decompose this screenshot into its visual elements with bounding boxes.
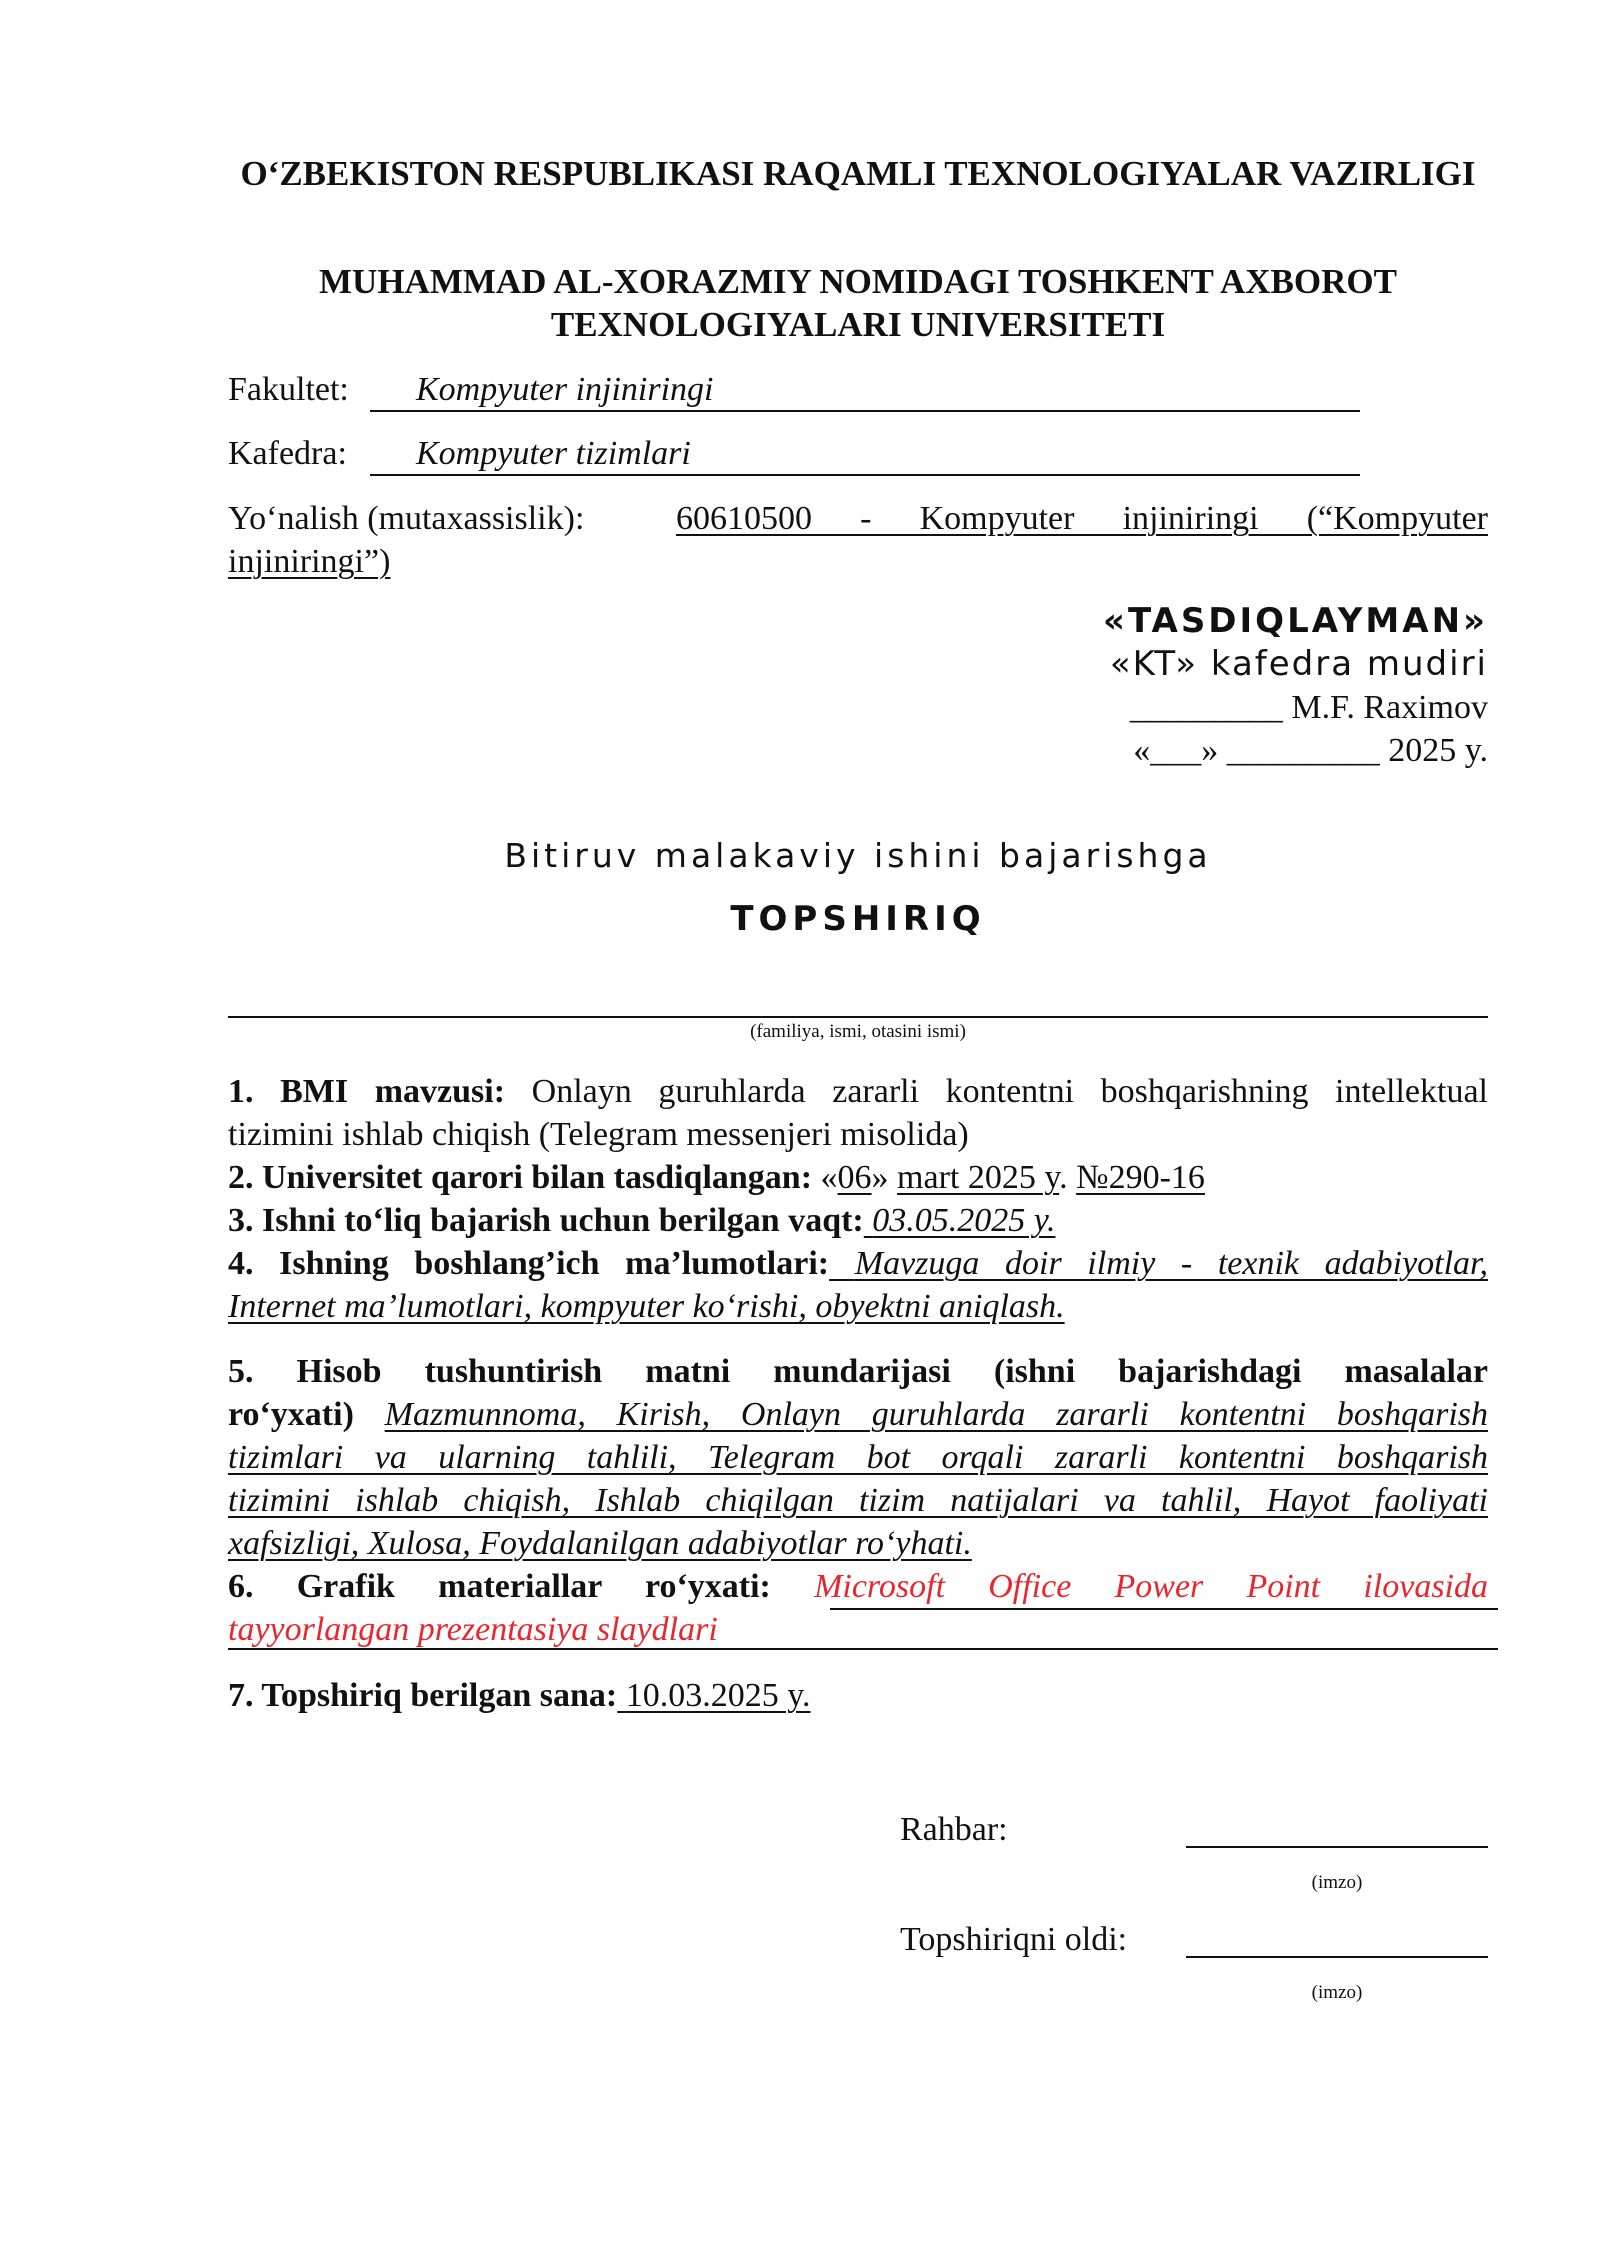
item3-value [864, 1202, 1056, 1239]
item6-text-a: Microsoft Office Power Point ilovasida [814, 1568, 1488, 1605]
received-signature-line [1186, 1956, 1488, 1958]
item5-text-c: tizimini ishlab chiqish, Ishlab chiqilgan tizim natijalari va tahlil, Hayot faoliyati [228, 1482, 1488, 1519]
item5-text-a: Mazmunnoma, Kirish, Onlayn guruhlarda zararli kontentni boshqarish [384, 1396, 1488, 1433]
item2-day: 06 [837, 1159, 872, 1196]
student-name-caption: (familiya, ismi, otasini ismi) [750, 1021, 966, 1042]
item5-text-d: xafsizligi, Xulosa, Foydalanilgan adabiyotlar ro‘yhati. [228, 1525, 972, 1562]
ministry-heading: O‘ZBEKISTON RESPUBLIKASI RAQAMLI TEXNOLOGIYALAR VAZIRLIGI [240, 154, 1476, 193]
item7-value: 10.03.2025 y. [625, 1677, 811, 1714]
approval-name: _________ M.F. Raximov [1129, 689, 1488, 726]
department-value: Kompyuter tizimlari [416, 435, 691, 472]
university-heading: MUHAMMAD AL-XORAZMIY NOMIDAGI TOSHKENT AXBOROT TEXNOLOGIYALARI UNIVERSITETI [319, 262, 1397, 344]
supervisor-signature-line [1186, 1846, 1488, 1848]
item1-text-b: tizimini ishlab chiqish (Telegram messenjeri misolida) [228, 1116, 969, 1153]
task-subtitle: Bitiruv malakaviy ishini bajarishga [504, 836, 1212, 875]
item6-label: 6. Grafik materiallar ro‘yxati: [228, 1568, 771, 1605]
approval-title: «TASDIQLAYMAN» [1102, 601, 1488, 641]
item6-line1 [228, 1565, 1488, 1608]
student-name-line [228, 1016, 1488, 1018]
direction-label: Yo‘nalish (mutaxassislik): [228, 500, 585, 537]
item1-text-a: Onlayn guruhlarda zararli kontentni boshqarishning intellektual [531, 1073, 1489, 1110]
item6-underline2 [228, 1648, 1498, 1650]
supervisor-imzo-caption: (imzo) [1311, 1872, 1363, 1893]
supervisor-label: Rahbar: [900, 1811, 1008, 1848]
task-title: TOPSHIRIQ [730, 899, 986, 939]
item5-text-b: tizimlari va ularning tahlili, Telegram bot orqali zararli kontentni boshqarish [228, 1439, 1488, 1476]
item5-line2 [228, 1393, 1488, 1436]
item3-line [228, 1199, 1055, 1242]
direction-value-line1: 60610500 - Kompyuter injiniringi (“Kompyuter [676, 500, 1488, 537]
item2-quote-close: » [871, 1159, 889, 1196]
item2-number: №290-16 [1076, 1159, 1205, 1196]
item4-text-a: Mavzuga doir ilmiy - texnik adabiyotlar, [854, 1245, 1489, 1282]
faculty-value: Kompyuter injiniringi [416, 371, 714, 408]
item2-month: mart 2025 y [897, 1159, 1060, 1196]
item3-value-text: 03.05.2025 y. [872, 1202, 1056, 1239]
item4-text-b: Internet ma’lumotlari, kompyuter ko‘rishi, obyektni aniqlash. [228, 1288, 1065, 1325]
item6-text-b: tayyorlangan prezentasiya slaydlari [228, 1611, 718, 1648]
item2-line [228, 1156, 1205, 1199]
department-label: Kafedra: [228, 435, 347, 472]
item5-label-b: ro‘yxati) [228, 1396, 354, 1433]
item2-dot: . [1059, 1159, 1068, 1196]
item1-label: 1. BMI mavzusi: [228, 1073, 506, 1110]
received-imzo-caption: (imzo) [1311, 1982, 1363, 2003]
item4-label: 4. Ishning boshlang’ich ma’lumotlari: [228, 1245, 830, 1282]
direction-value-line2: injiniringi”) [228, 543, 391, 580]
faculty-label: Fakultet: [228, 371, 349, 408]
item5-label-a: 5. Hisob tushuntirish matni mundarijasi (ishni bajarishdagi masalalar [228, 1353, 1488, 1390]
item2-quote-open: « [820, 1159, 838, 1196]
item4-text-a-wrap [829, 1245, 1488, 1282]
item7-line [228, 1674, 811, 1717]
received-label: Topshiriqni oldi: [900, 1921, 1128, 1958]
item1-line1 [228, 1070, 1488, 1113]
item6-underline1 [830, 1608, 1498, 1610]
item4-line1 [228, 1242, 1488, 1285]
item7-value-wrap [617, 1677, 810, 1714]
item2-label: 2. Universitet qarori bilan tasdiqlangan: [228, 1159, 813, 1196]
item7-label: 7. Topshiriq berilgan sana: [228, 1677, 618, 1714]
approval-role: «KT» kafedra mudiri [1109, 644, 1488, 684]
item3-label: 3. Ishni to‘liq bajarish uchun berilgan vaqt: [228, 1202, 864, 1239]
approval-date: «___» _________ 2025 y. [1133, 732, 1488, 769]
